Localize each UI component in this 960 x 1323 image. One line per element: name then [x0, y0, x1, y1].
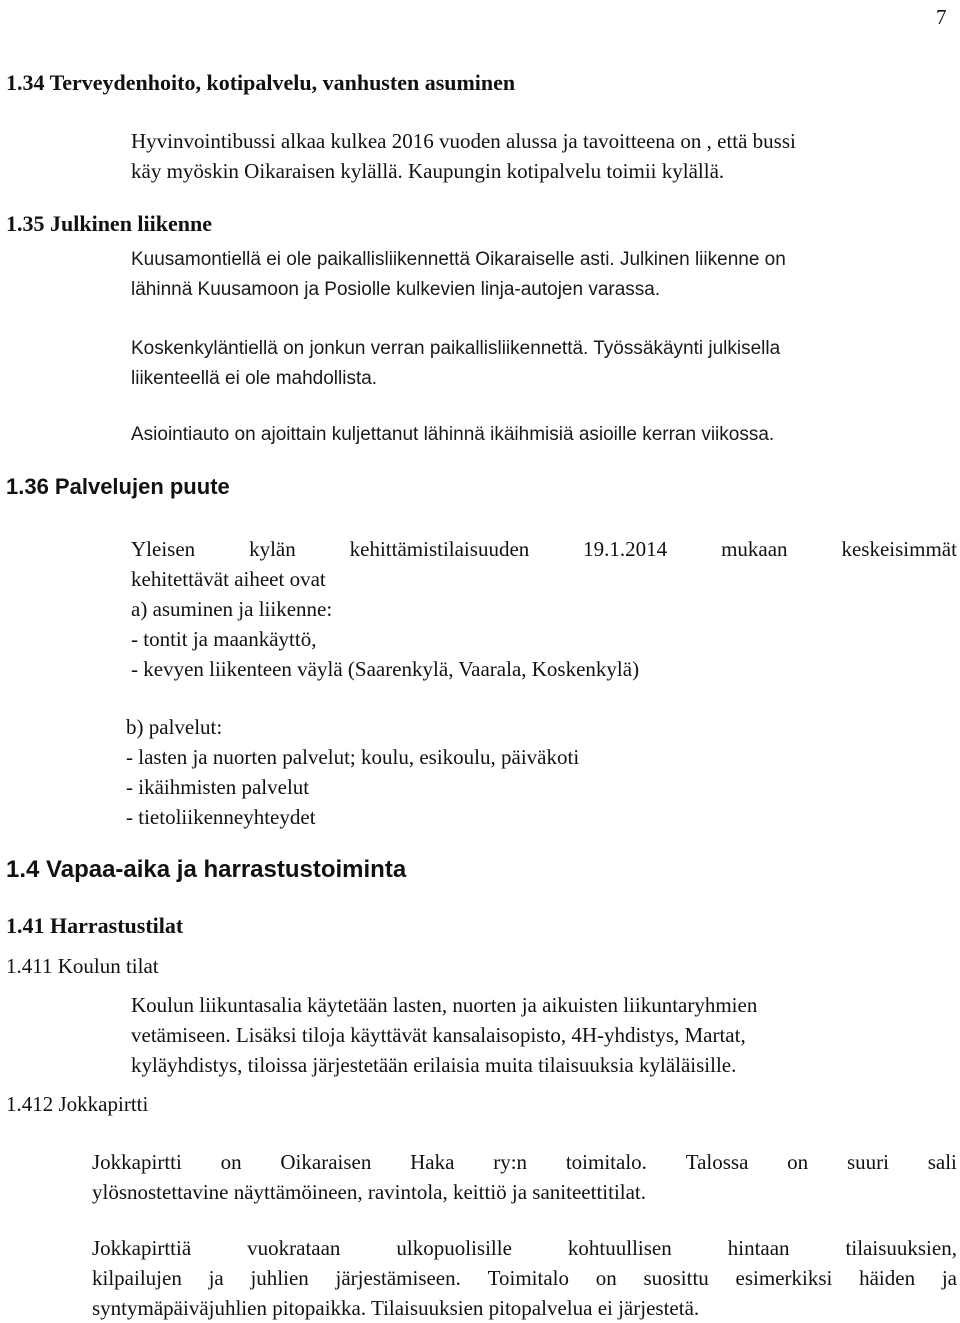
- text-line: ylösnostettavine näyttämöineen, ravintola, keittiö ja saniteettitilat.: [92, 1180, 647, 1204]
- word: ja: [941, 1266, 957, 1290]
- section-heading-1-34: 1.34 Terveydenhoito, kotipalvelu, vanhusten asuminen: [6, 70, 516, 95]
- section-heading-1-4: 1.4 Vapaa-aika ja harrastustoiminta: [6, 856, 407, 883]
- word: suuri: [846, 1150, 889, 1174]
- word: Toimitalo: [487, 1266, 569, 1290]
- word: häiden: [859, 1266, 916, 1290]
- text-line: Asiointiauto on ajoittain kuljettanut lähinnä ikäihmisiä asioille kerran viikossa.: [131, 424, 775, 445]
- word: juhlien: [250, 1266, 309, 1290]
- word: mukaan: [721, 537, 788, 561]
- page-number: 7: [936, 5, 947, 29]
- list-a-title: a) asuminen ja liikenne:: [131, 597, 333, 621]
- word: kehittämistilaisuuden: [349, 537, 530, 561]
- list-item: - lasten ja nuorten palvelut; koulu, esikoulu, päiväkoti: [126, 745, 580, 769]
- word: Jokkapirtti: [92, 1150, 182, 1174]
- section-heading-1-36: 1.36 Palvelujen puute: [6, 474, 230, 499]
- list-item: - tietoliikenneyhteydet: [126, 805, 316, 829]
- text-line: Koskenkyläntiellä on jonkun verran paikallisliikennettä. Työssäkäynti julkisella: [131, 338, 781, 359]
- word: kohtuullisen: [567, 1236, 672, 1260]
- section-1-36-intro: [131, 534, 957, 684]
- word: tilaisuuksien,: [845, 1236, 957, 1260]
- text-line: syntymäpäiväjuhlien pitopaikka. Tilaisuuksien pitopalvelua ei järjestetä.: [92, 1296, 700, 1320]
- word: on: [220, 1150, 242, 1174]
- section-1-412-paragraph-2: [92, 1233, 957, 1323]
- word: sali: [927, 1150, 957, 1174]
- text-line: käy myöskin Oikaraisen kylällä. Kaupungin kotipalvelu toimii kylällä.: [131, 159, 725, 183]
- section-1-34-text: [131, 126, 796, 186]
- section-1-36-list-b: [126, 712, 579, 832]
- word: esimerkiksi: [735, 1266, 833, 1290]
- word: hintaan: [727, 1236, 790, 1260]
- word: ulkopuolisille: [396, 1236, 512, 1260]
- text-line: Koulun liikuntasalia käytetään lasten, nuorten ja aikuisten liikuntaryhmien: [131, 993, 758, 1017]
- text-line: Kuusamontiellä ei ole paikallisliikennettä Oikaraiselle asti. Julkinen liikenne on: [131, 249, 786, 270]
- word: Jokkapirttiä: [92, 1236, 192, 1260]
- text-line: kyläyhdistys, tiloissa järjestetään erilaisia muita tilaisuuksia kyläläisille.: [131, 1053, 737, 1077]
- word: suosittu: [643, 1266, 709, 1290]
- word: Haka: [410, 1150, 455, 1174]
- list-item: - tontit ja maankäyttö,: [131, 627, 317, 651]
- section-heading-1-411: 1.411 Koulun tilat: [6, 954, 159, 978]
- justified-line: [92, 1263, 957, 1293]
- word: keskeisimmät: [841, 537, 957, 561]
- section-heading-1-41: 1.41 Harrastustilat: [6, 913, 184, 938]
- word: Yleisen: [131, 537, 196, 561]
- section-heading-1-35: 1.35 Julkinen liikenne: [6, 211, 213, 236]
- word: järjestämiseen.: [335, 1266, 461, 1290]
- section-1-35-paragraph-1: [131, 245, 786, 305]
- text-line: vetämiseen. Lisäksi tiloja käyttävät kansalaisopisto, 4H-yhdistys, Martat,: [131, 1023, 746, 1047]
- justified-line: [92, 1233, 957, 1263]
- justified-line: [131, 534, 957, 564]
- text-line: Hyvinvointibussi alkaa kulkea 2016 vuoden alussa ja tavoitteena on , että bussi: [131, 129, 796, 153]
- section-1-35-paragraph-2: [131, 334, 780, 394]
- text-line: lähinnä Kuusamoon ja Posiolle kulkevien linja-autojen varassa.: [131, 279, 661, 300]
- word: vuokrataan: [247, 1236, 341, 1260]
- word: kilpailujen: [92, 1266, 182, 1290]
- word: Oikaraisen: [280, 1150, 372, 1174]
- word: ry:n: [493, 1150, 528, 1174]
- section-1-35-paragraph-3: [131, 420, 774, 450]
- word: 19.1.2014: [583, 537, 668, 561]
- list-b-title: b) palvelut:: [126, 715, 223, 739]
- word: on: [595, 1266, 617, 1290]
- word: toimitalo.: [565, 1150, 647, 1174]
- list-item: - ikäihmisten palvelut: [126, 775, 310, 799]
- word: on: [787, 1150, 809, 1174]
- word: Talossa: [685, 1150, 749, 1174]
- list-item: - kevyen liikenteen väylä (Saarenkylä, Vaarala, Koskenkylä): [131, 657, 640, 681]
- section-1-412-paragraph-1: [92, 1147, 957, 1207]
- section-1-411-text: [131, 990, 757, 1080]
- word: kylän: [249, 537, 296, 561]
- justified-line: [92, 1147, 957, 1177]
- text-line: kehitettävät aiheet ovat: [131, 567, 326, 591]
- text-line: liikenteellä ei ole mahdollista.: [131, 368, 378, 389]
- word: ja: [208, 1266, 224, 1290]
- section-heading-1-412: 1.412 Jokkapirtti: [6, 1092, 149, 1116]
